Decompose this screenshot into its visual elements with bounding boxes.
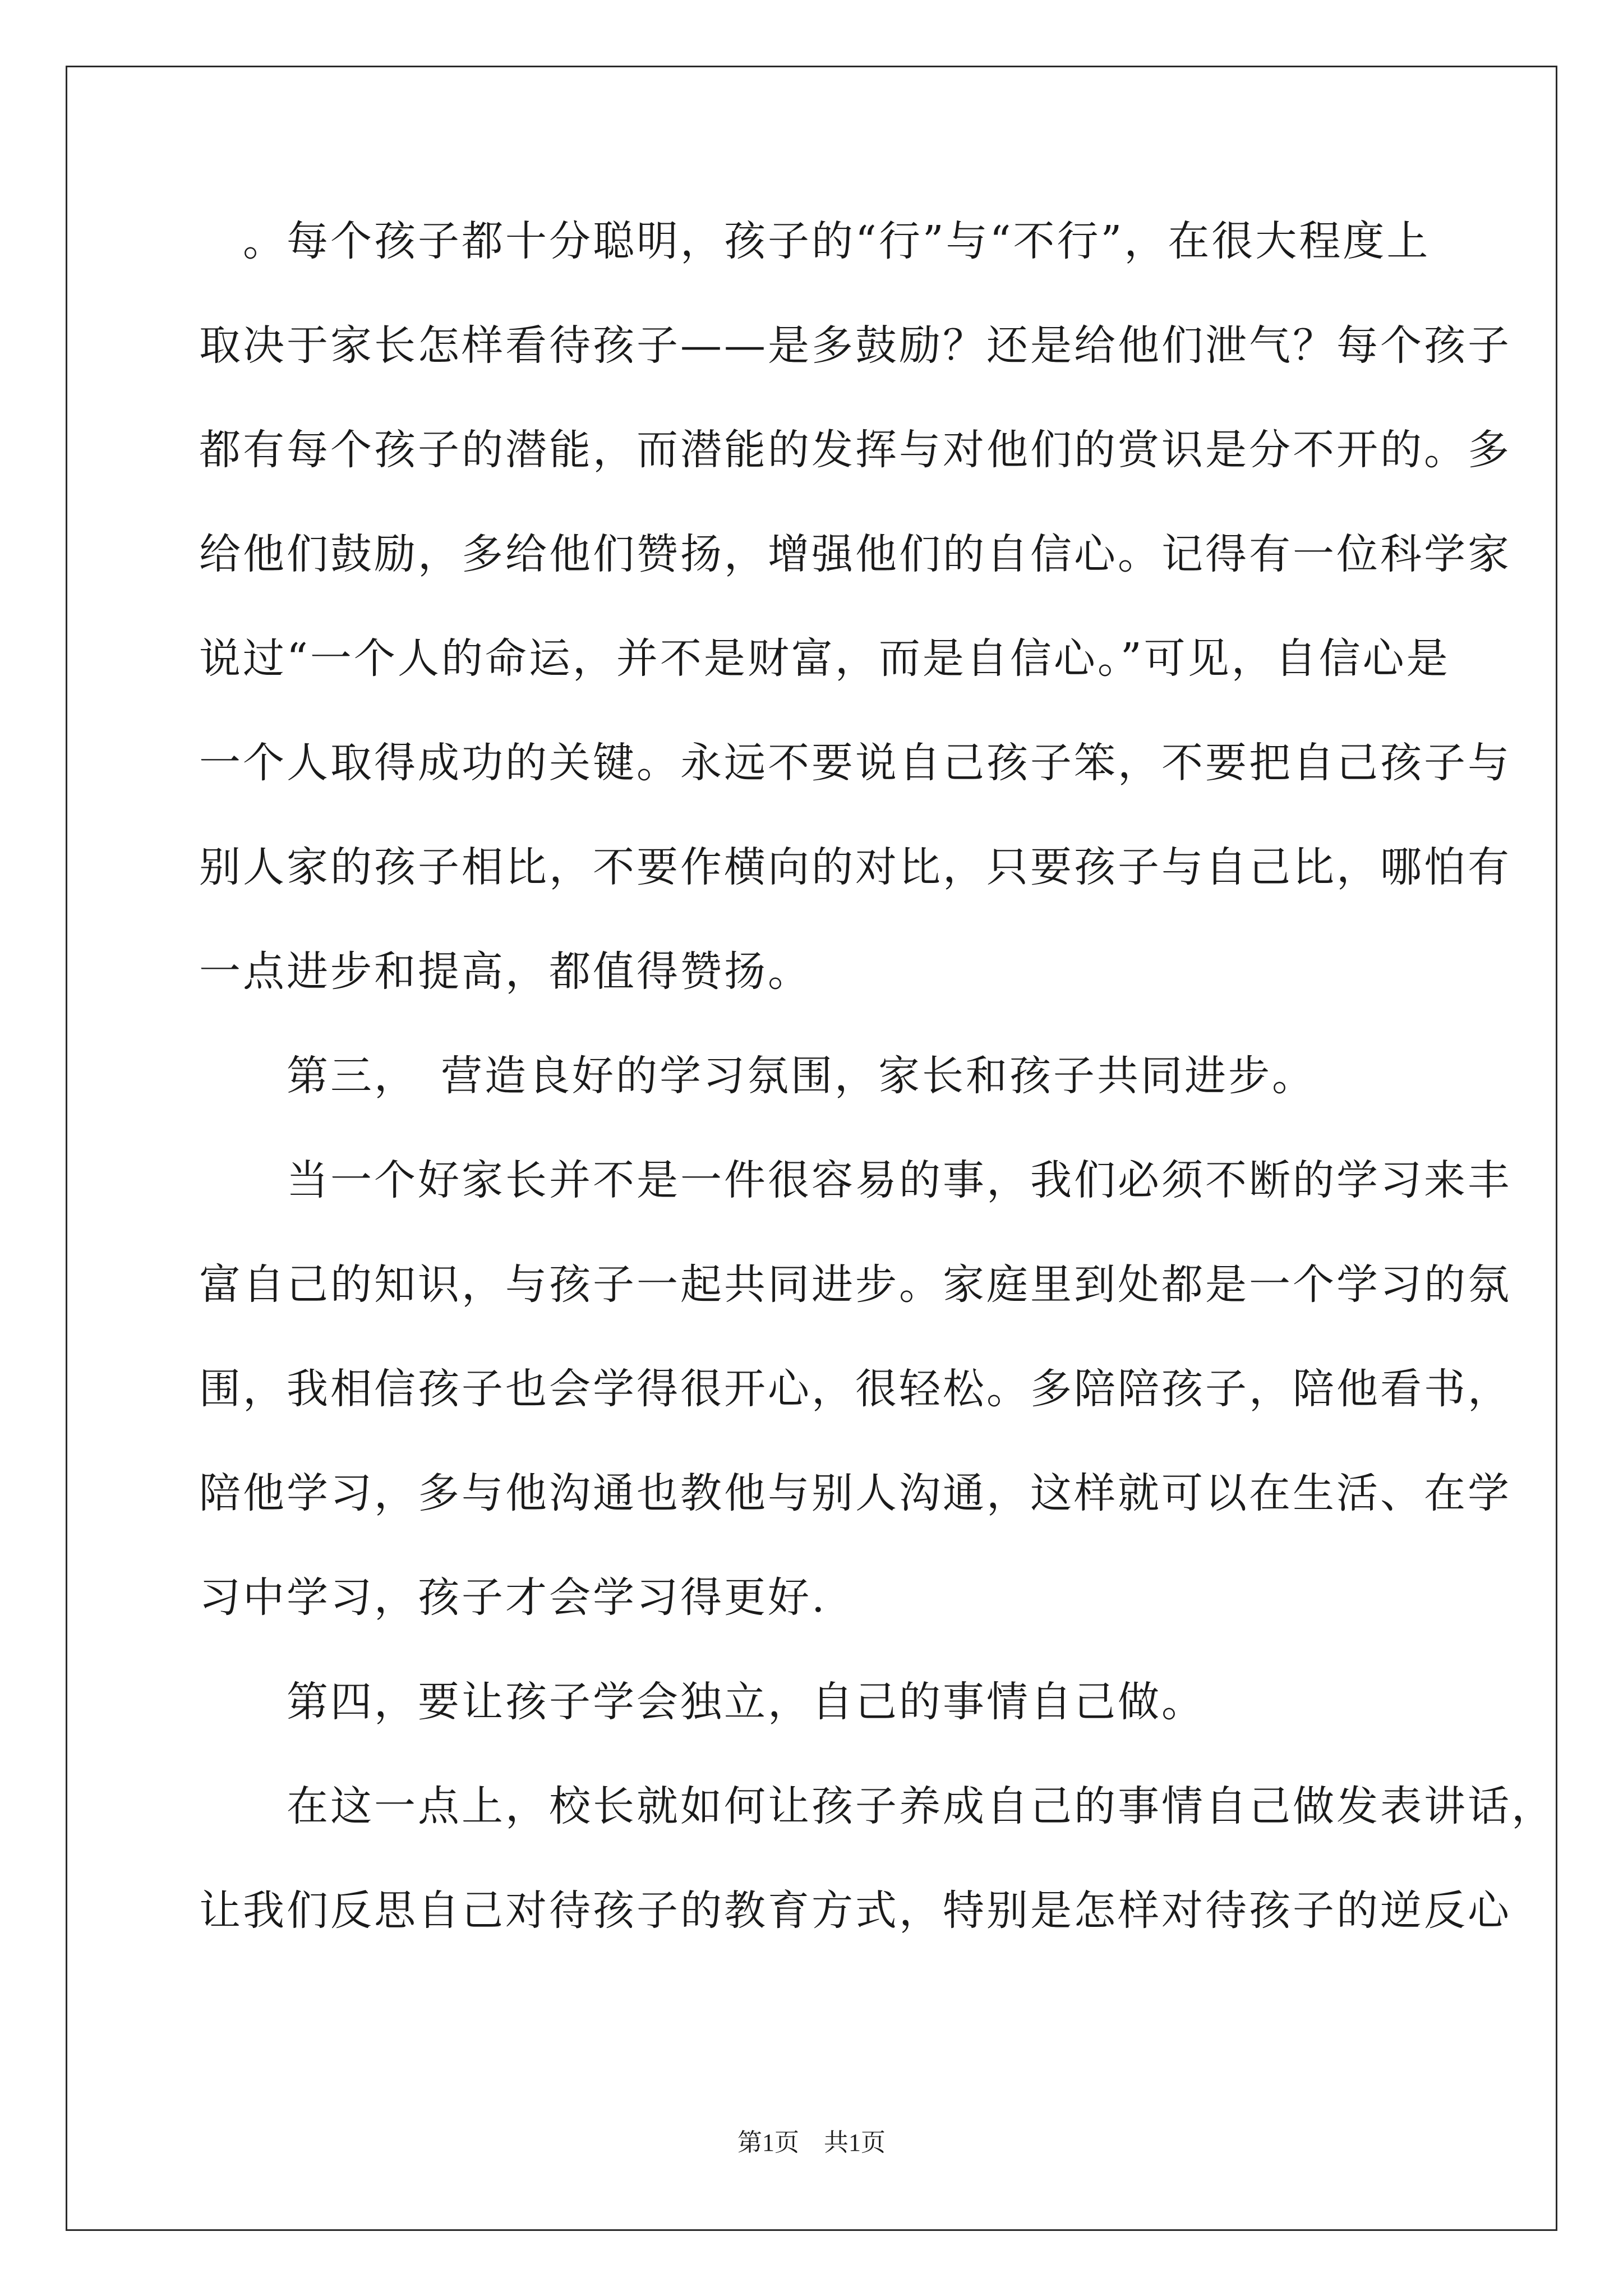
text-line: 都有每个孩子的潜能，而潜能的发挥与对他们的赏识是分不开的。多 xyxy=(199,426,1511,474)
text-line: 富自己的知识，与孩子一起共同进步。家庭里到处都是一个学习的氛 xyxy=(199,1260,1511,1309)
text-line: 围，我相信孩子也会学得很开心，很轻松。多陪陪孩子，陪他看书， xyxy=(199,1365,1511,1413)
text-line: 别人家的孩子相比，不要作横向的对比，只要孩子与自己比，哪怕有 xyxy=(199,843,1511,891)
text-line: 给他们鼓励，多给他们赞扬，增强他们的自信心。记得有一位科学家 xyxy=(199,530,1511,578)
page-footer: 第1页 共1页 xyxy=(737,2129,886,2156)
text-line: 习中学习，孩子才会学习得更好. xyxy=(199,1573,827,1622)
text-line: 在这一点上，校长就如何让孩子养成自己的事情自己做发表讲话， xyxy=(199,1782,1555,1830)
text-line: 一个人取得成功的关键。永远不要说自己孩子笨，不要把自己孩子与 xyxy=(199,739,1511,787)
text-line: 一点进步和提高，都值得赞扬。 xyxy=(199,947,811,996)
text-line: 说过“一个人的命运，并不是财富，而是自信心。”可见，自信心是 xyxy=(199,634,1450,683)
section-heading: 第三， 营造良好的学习氛围，家长和孩子共同进步。 xyxy=(199,1052,1316,1100)
text-line: 。每个孩子都十分聪明，孩子的“行”与“不行”，在很大程度上 xyxy=(199,217,1431,265)
section-heading: 第四，要让孩子学会独立，自己的事情自己做。 xyxy=(199,1678,1205,1726)
text-line: 当一个好家长并不是一件很容易的事，我们必须不断的学习来丰 xyxy=(199,1156,1511,1204)
text-line: 让我们反思自己对待孩子的教育方式，特别是怎样对待孩子的逆反心 xyxy=(199,1887,1511,1935)
text-line: 取决于家长怎样看待孩子——是多鼓励？还是给他们泄气？每个孩子 xyxy=(199,321,1511,370)
text-line: 陪他学习，多与他沟通也教他与别人沟通，这样就可以在生活、在学 xyxy=(199,1469,1511,1517)
